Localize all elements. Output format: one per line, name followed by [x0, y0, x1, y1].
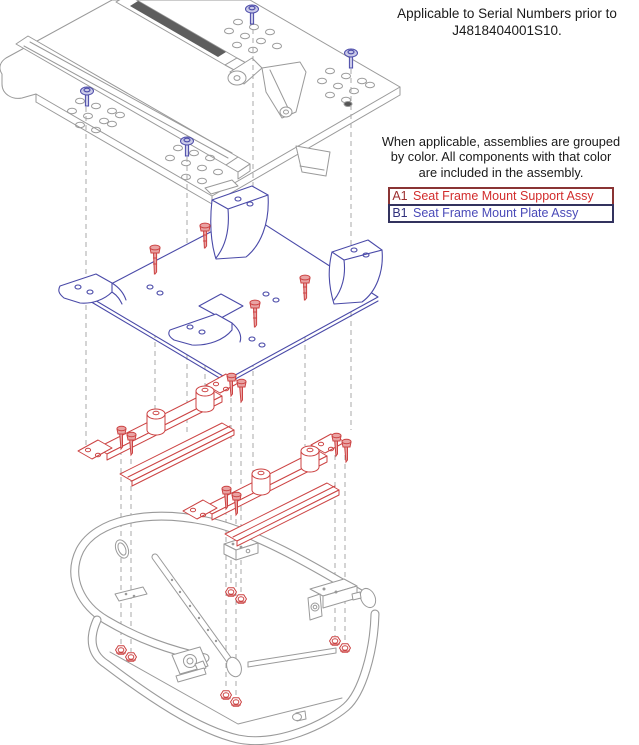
seat-pan [0, 0, 400, 204]
seat-frame [75, 516, 379, 740]
panhead-screw-icon [342, 439, 351, 462]
support-unit-1 [78, 373, 246, 486]
legend-id-b1: B1 [392, 206, 408, 220]
serial-note-line2: J4818404001S10. [452, 22, 562, 38]
hex-nut-icon [126, 653, 137, 661]
serial-note-line1: Applicable to Serial Numbers prior to [397, 6, 617, 21]
frame-eyelet [113, 538, 131, 560]
legend-id-a1: A1 [392, 189, 408, 203]
assembly-legend [388, 187, 614, 223]
hex-nut-icon [231, 698, 242, 706]
frame-mount-block-right [308, 579, 361, 620]
color-grouping-note: When applicable, assemblies are grouped by color. All components with that color are included in the assembly. [381, 134, 621, 180]
legend-label-a1: Seat Frame Mount Support Assy [413, 189, 594, 203]
hex-nut-icon [330, 637, 341, 645]
pan-hanger-bracket [296, 146, 330, 176]
serial-number-note [378, 6, 636, 40]
hex-nut-icon [116, 646, 127, 654]
panhead-screw-icon [237, 379, 246, 402]
support-unit-2 [183, 433, 351, 546]
frame-stub [293, 711, 307, 721]
legend-row-a1[interactable] [388, 187, 614, 206]
mount-plate-assembly-b1[interactable] [59, 186, 383, 383]
legend-row-b1[interactable] [388, 204, 614, 223]
hex-nut-icon [221, 691, 232, 699]
legend-label-b1: Seat Frame Mount Plate Assy [413, 206, 579, 220]
hex-nut-icon [236, 595, 247, 603]
hex-nut-icon [226, 588, 237, 596]
hex-nut-icon [340, 644, 351, 652]
